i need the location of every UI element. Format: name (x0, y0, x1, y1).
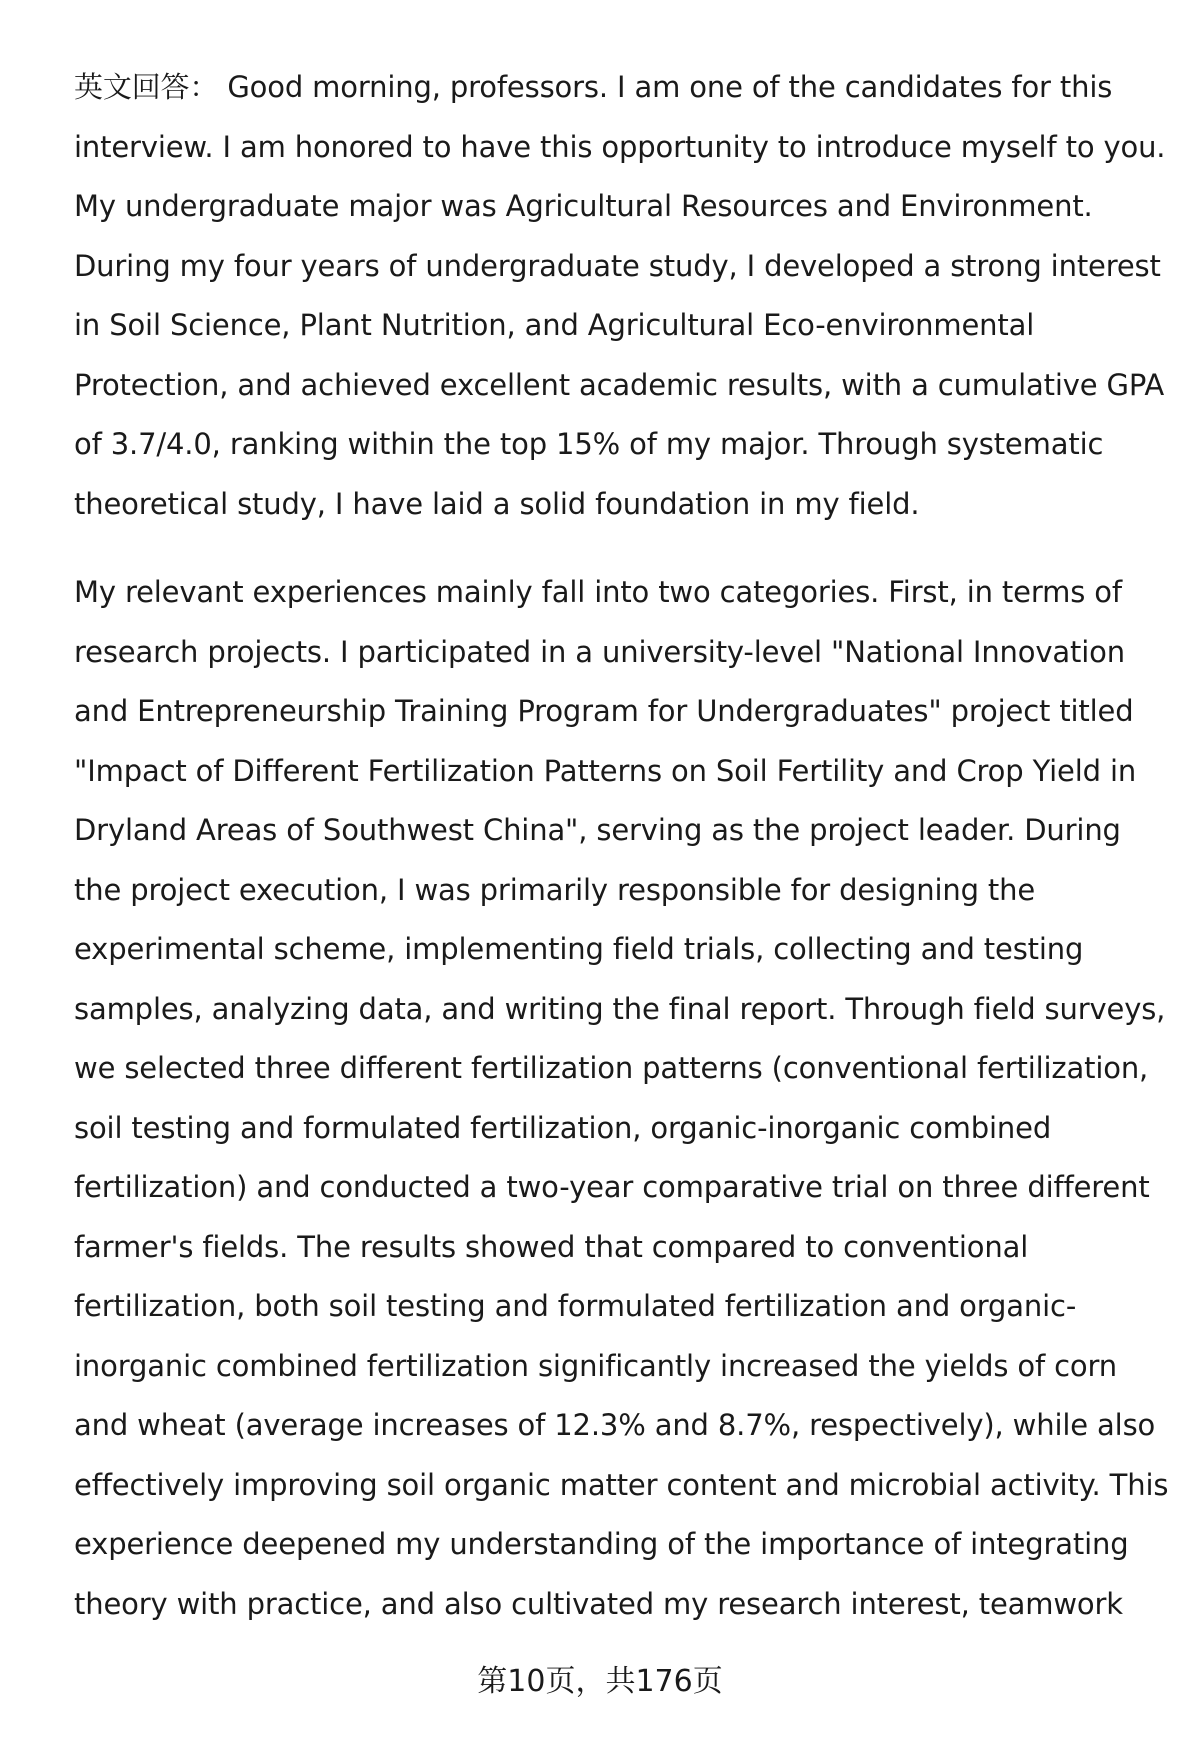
text-line: samples, analyzing data, and writing the final report. Through field surveys, (74, 991, 1166, 1026)
text-line: fertilization) and conducted a two-year comparative trial on three different (74, 1170, 1150, 1204)
page-number-footer: 第10页，共176页 (477, 1664, 723, 1699)
paragraph-intro (74, 58, 1164, 534)
text-line: of 3.7/4.0, ranking within the top 15% of my major. Through systematic (74, 427, 1104, 461)
text-line: and Entrepreneurship Training Program for Undergraduates" project titled (74, 694, 1134, 728)
text-line: My relevant experiences mainly fall into two categories. First, in terms of (74, 575, 1122, 609)
text-line: My undergraduate major was Agricultural Resources and Environment. (74, 189, 1093, 223)
text-line: Protection, and achieved excellent academic results, with a cumulative GPA (74, 367, 1165, 402)
text-line: and wheat (average increases of 12.3% and 8.7%, respectively), while also (74, 1408, 1156, 1442)
text-line: research projects. I participated in a university-level "National Innovation (74, 634, 1125, 669)
text-line: Dryland Areas of Southwest China", serving as the project leader. During (74, 813, 1121, 847)
text-line: During my four years of undergraduate study, I developed a strong interest (74, 248, 1161, 283)
text-line: experimental scheme, implementing field trials, collecting and testing (74, 932, 1084, 966)
document-body (74, 58, 1169, 1634)
text-line: 英文回答： Good morning, professors. I am one of the candidates for this (74, 70, 1113, 104)
text-line: the project execution, I was primarily responsible for designing the (74, 872, 1036, 907)
text-line: interview. I am honored to have this opportunity to introduce myself to you. (74, 129, 1166, 164)
text-line: experience deepened my understanding of the importance of integrating (74, 1527, 1129, 1561)
text-line: fertilization, both soil testing and formulated fertilization and organic- (74, 1289, 1077, 1323)
text-line: we selected three different fertilization patterns (conventional fertilization, (74, 1051, 1149, 1085)
text-line: soil testing and formulated fertilization, organic-inorganic combined (74, 1110, 1052, 1145)
text-line: theoretical study, I have laid a solid foundation in my field. (74, 486, 920, 521)
text-line: theory with practice, and also cultivated my research interest, teamwork (74, 1586, 1123, 1621)
text-line: in Soil Science, Plant Nutrition, and Agricultural Eco-environmental (74, 308, 1035, 342)
paragraph-spacer (74, 534, 1164, 563)
paragraph-experience (74, 563, 1169, 1634)
text-line: inorganic combined fertilization significantly increased the yields of corn (74, 1348, 1118, 1383)
text-line: "Impact of Different Fertilization Patterns on Soil Fertility and Crop Yield in (74, 753, 1137, 788)
text-line: effectively improving soil organic matter content and microbial activity. This (74, 1467, 1169, 1502)
text-line: farmer's fields. The results showed that compared to conventional (74, 1229, 1029, 1264)
